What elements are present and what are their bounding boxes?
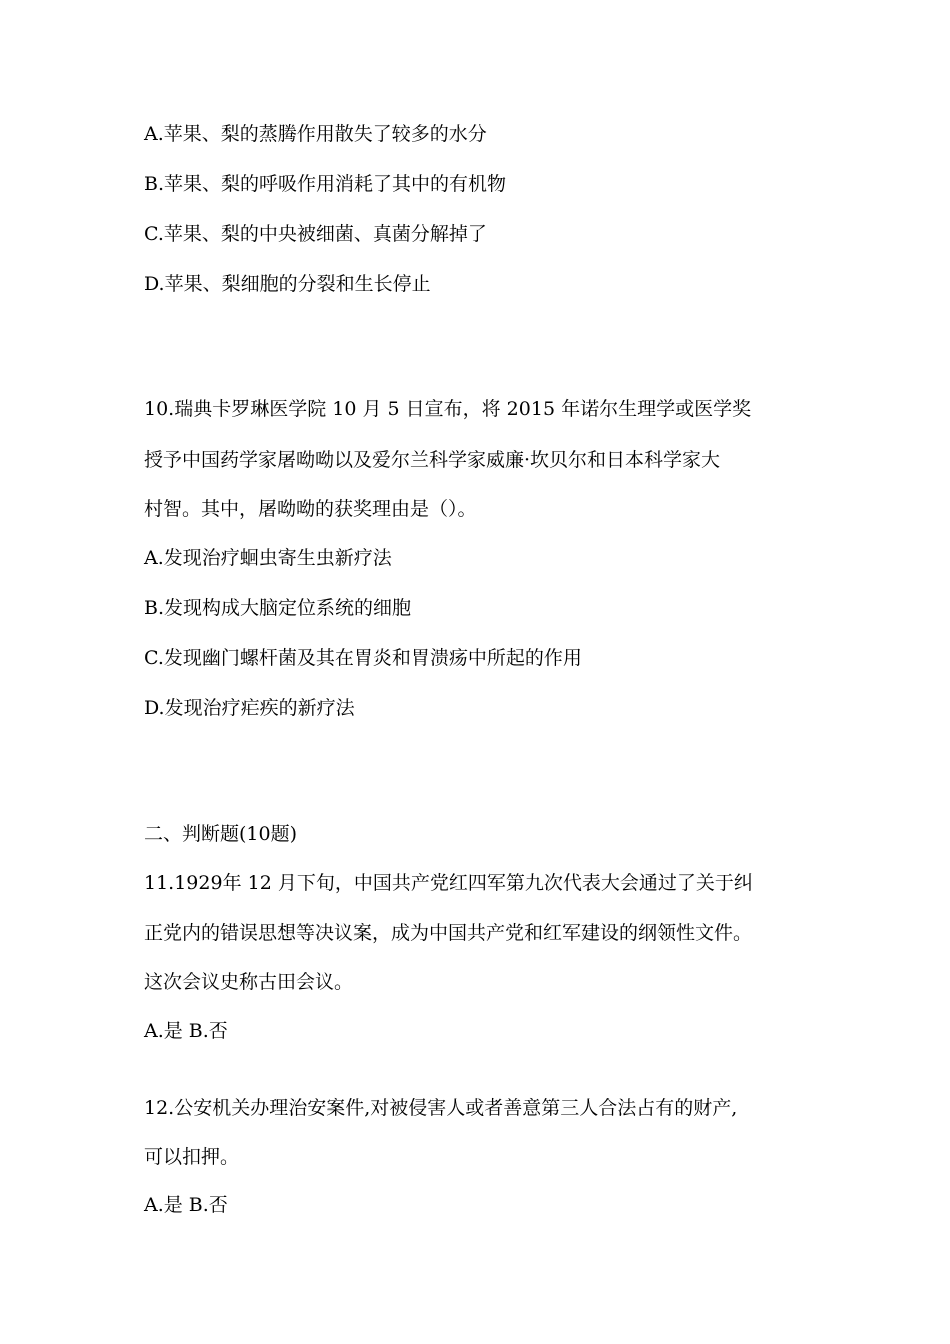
q9-option-d: D.苹果、梨细胞的分裂和生长停止 — [144, 273, 431, 295]
q10-stem-line-2: 授予中国药学家屠呦呦以及爱尔兰科学家威廉·坎贝尔和日本科学家大 — [144, 449, 721, 471]
q10-option-b: B.发现构成大脑定位系统的细胞 — [144, 597, 412, 619]
q9-option-a: A.苹果、梨的蒸腾作用散失了较多的水分 — [144, 123, 487, 145]
q11-stem-line-3: 这次会议史称古田会议。 — [144, 971, 354, 993]
q10-option-a: A.发现治疗蛔虫寄生虫新疗法 — [144, 547, 392, 569]
q11-options: A.是 B.否 — [144, 1020, 228, 1042]
q12-stem-line-2: 可以扣押。 — [144, 1146, 240, 1168]
q12-options: A.是 B.否 — [144, 1194, 228, 1216]
q11-stem-line-2: 正党内的错误思想等决议案，成为中国共产党和红军建设的纲领性文件。 — [144, 922, 753, 944]
q10-option-d: D.发现治疗疟疾的新疗法 — [144, 697, 355, 719]
q10-stem-line-3: 村智。其中，屠呦呦的获奖理由是（）。 — [144, 498, 477, 520]
q11-stem-line-1: 11.1929年 12 月下旬，中国共产党红四军第九次代表大会通过了关于纠 — [144, 872, 753, 894]
q9-option-c: C.苹果、梨的中央被细菌、真菌分解掉了 — [144, 223, 487, 245]
q10-stem-line-1: 10.瑞典卡罗琳医学院 10 月 5 日宣布，将 2015 年诺尔生理学或医学奖 — [144, 398, 752, 420]
q10-option-c: C.发现幽门螺杆菌及其在胃炎和胃溃疡中所起的作用 — [144, 647, 582, 669]
q12-stem-line-1: 12.公安机关办理治安案件,对被侵害人或者善意第三人合法占有的财产, — [144, 1097, 738, 1119]
section-heading: 二、判断题(10题) — [144, 823, 298, 845]
q9-option-b: B.苹果、梨的呼吸作用消耗了其中的有机物 — [144, 173, 507, 195]
